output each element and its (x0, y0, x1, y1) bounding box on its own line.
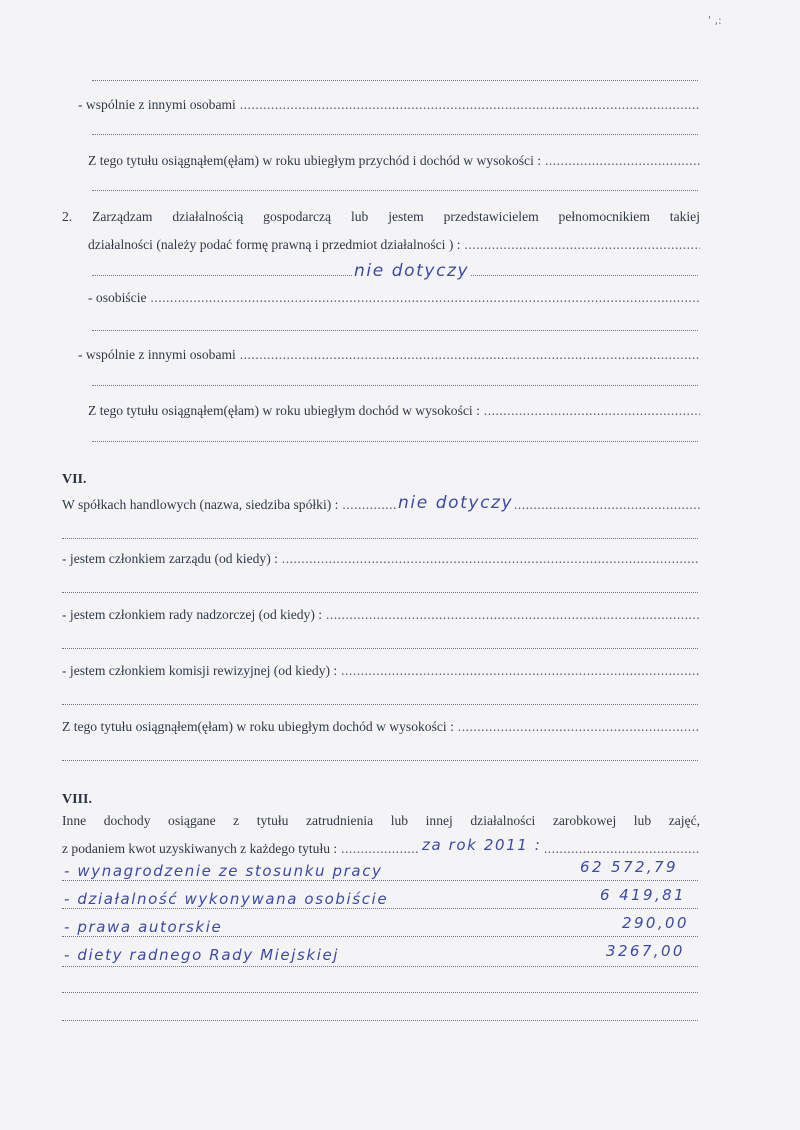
companies-label: W spółkach handlowych (nazwa, siedziba spółki) : ..... (62, 496, 700, 514)
income-item-label: - działalność wykonywana osobiście (64, 890, 389, 908)
dotted-rule (62, 992, 698, 993)
item2-line2: działalności (należy podać formę prawną i przedmiot działalności ) : ..... (88, 236, 700, 254)
income-item-label: - diety radnego Rady Miejskiej (64, 946, 340, 964)
dotted-rule (62, 592, 698, 593)
dotted-rule (62, 760, 698, 761)
dotted-rule (92, 441, 698, 442)
jointly-label: - wspólnie z innymi osobami ..... (78, 96, 700, 114)
dotted-rule (62, 704, 698, 705)
dotted-rule (92, 190, 698, 191)
dotted-rule (92, 330, 698, 331)
dotted-rule (62, 936, 698, 937)
dotted-rule (62, 648, 698, 649)
viii-intro-line1: Inne dochody osiągane z tytułu zatrudnienia lub innej działalności zarobkowej lub zajęć, (62, 813, 700, 828)
dotted-rule (62, 880, 698, 881)
margin-marks: ' ,: (708, 14, 722, 27)
dotted-rule (92, 80, 698, 81)
period-answer: za rok 2011 : (422, 836, 542, 854)
dotted-rule (62, 538, 698, 539)
dotted-rule (62, 908, 698, 909)
income-item-label: - prawa autorskie (64, 918, 223, 936)
item2-answer: nie dotyczy (354, 261, 470, 281)
jointly-label-2: - wspólnie z innymi osobami ..... (78, 346, 700, 364)
income-line-1: Z tego tytułu osiągnąłem(ęłam) w roku ubiegłym przychód i dochód w wysokości : ..... (88, 152, 700, 170)
income-item-amount: 6 419,81 (600, 886, 686, 904)
personally-label: - osobiście ..... (88, 289, 700, 307)
income-line-2: Z tego tytułu osiągnąłem(ęłam) w roku ubiegłym dochód w wysokości : ..... (88, 402, 700, 420)
dotted-rule (62, 1020, 698, 1021)
section-viii-heading: VIII. (62, 792, 92, 807)
viii-intro-line2: z podaniem kwot uzyskiwanych z każdego tytułu : ..... (62, 840, 700, 858)
dotted-rule (62, 966, 698, 967)
item2-line1: 2. Zarządzam działalnością gospodarczą lub jestem przedstawicielem pełnomocnikiem takiej (62, 209, 700, 224)
audit-member-label: - jestem członkiem komisji rewizyjnej (od kiedy) : ..... (62, 662, 700, 680)
income-item-amount: 3267,00 (606, 942, 685, 960)
dotted-rule (92, 134, 698, 135)
income-item-label: - wynagrodzenie ze stosunku pracy (64, 862, 383, 880)
supervisory-member-label: - jestem członkiem rady nadzorczej (od kiedy) : ..... (62, 606, 700, 624)
companies-answer: nie dotyczy (398, 493, 514, 513)
board-member-label: - jestem członkiem zarządu (od kiedy) : ..... (62, 550, 700, 568)
section-vii-heading: VII. (62, 472, 87, 487)
income-item-amount: 62 572,79 (580, 858, 678, 876)
dotted-rule (92, 385, 698, 386)
income-line-3: Z tego tytułu osiągnąłem(ęłam) w roku ubiegłym dochód w wysokości : ..... (62, 718, 700, 736)
income-item-amount: 290,00 (622, 914, 689, 932)
